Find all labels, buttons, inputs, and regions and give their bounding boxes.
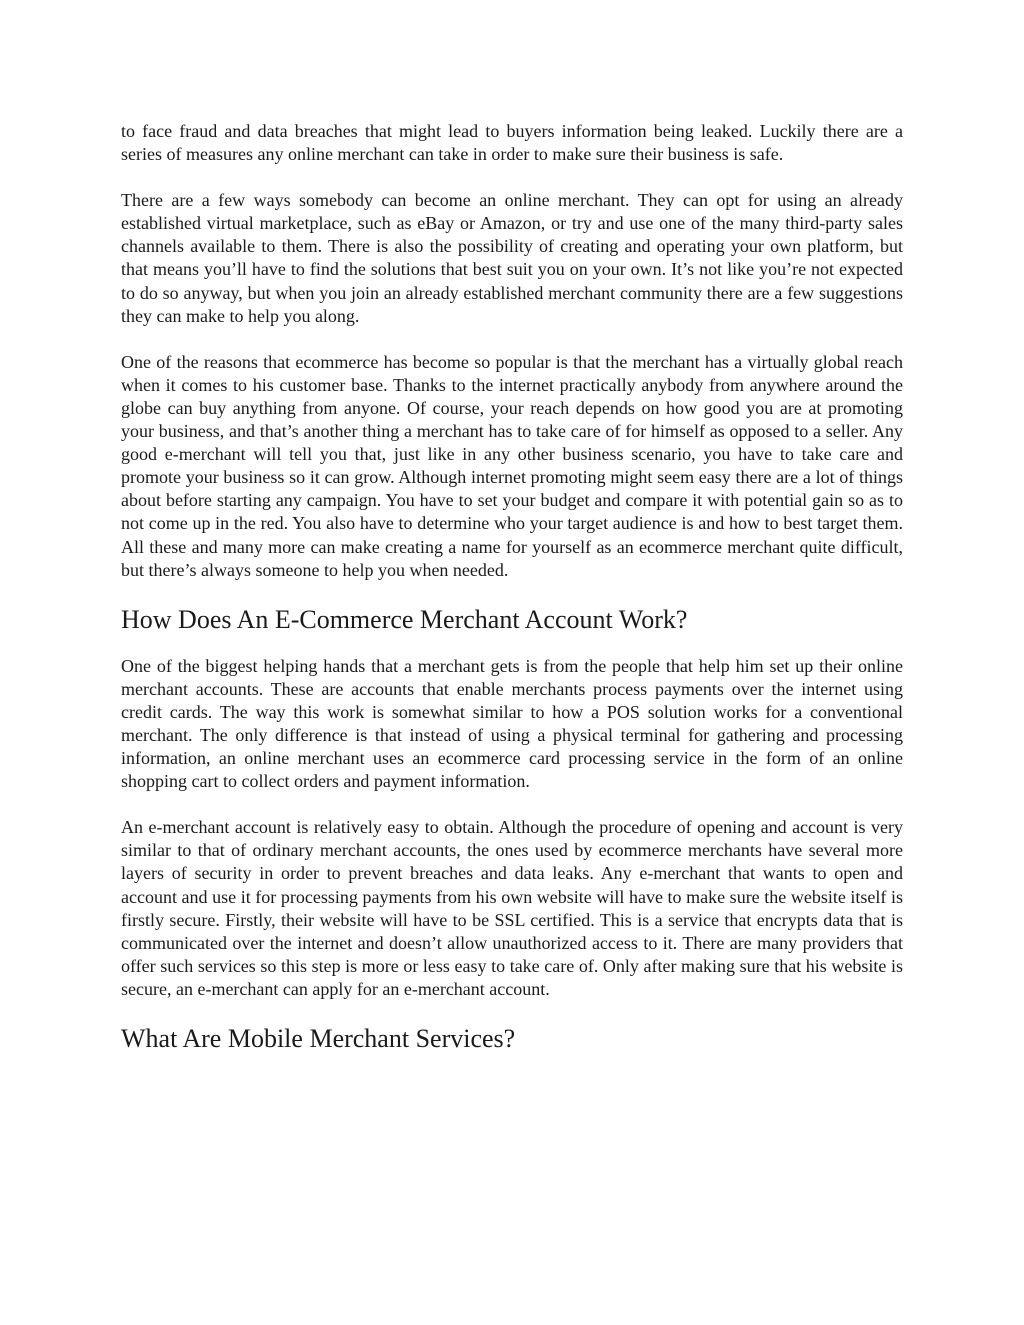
document-page (121, 120, 903, 1074)
paragraph: One of the biggest helping hands that a merchant gets is from the people that help him set up their online merchant accounts. These are accounts that enable merchants process payments over the internet using credit cards. The way this work is somewhat similar to how a POS solution works for a conventional merchant. The only difference is that instead of using a physical terminal for gathering and processing information, an online merchant uses an ecommerce card processing service in the form of an online shopping cart to collect orders and payment information. (121, 655, 903, 792)
paragraph: One of the reasons that ecommerce has become so popular is that the merchant has a virtually global reach when it comes to his customer base. Thanks to the internet practically anybody from anywhere around the globe can buy anything from anyone. Of course, your reach depends on how good you are at promoting your business, and that’s another thing a merchant has to take care of for himself as opposed to a seller. Any good e-merchant will tell you that, just like in any other business scenario, you have to take care and promote your business so it can grow. Although internet promoting might seem easy there are a lot of things about before starting any campaign. You have to set your budget and compare it with potential gain so as to not come up in the red. You also have to determine who your target audience is and how to best target them. All these and many more can make creating a name for yourself as an ecommerce merchant quite difficult, but there’s always someone to help you when needed. (121, 351, 903, 580)
paragraph: An e-merchant account is relatively easy to obtain. Although the procedure of opening and account is very similar to that of ordinary merchant accounts, the ones used by ecommerce merchants have several more layers of security in order to prevent breaches and data leaks. Any e-merchant that wants to open and account and use it for processing payments from his own website will have to make sure the website itself is firstly secure. Firstly, their website will have to be SSL certified. This is a service that encrypts data that is communicated over the internet and doesn’t allow unauthorized access to it. There are many providers that offer such services so this step is more or less easy to take care of. Only after making sure that his website is secure, an e-merchant can apply for an e-merchant account. (121, 817, 903, 999)
section-heading: What Are Mobile Merchant Services? (121, 1024, 516, 1053)
paragraph: to face fraud and data breaches that might lead to buyers information being leaked. Luckily there are a series of measures any online merchant can take in order to make sure their business is safe. (121, 121, 903, 165)
section-heading: How Does An E-Commerce Merchant Account Work? (121, 604, 688, 634)
paragraph: There are a few ways somebody can become an online merchant. They can opt for using an already established virtual marketplace, such as eBay or Amazon, or try and use one of the many third-party sales channels available to them. There is also the possibility of creating and operating your own platform, but that means you’ll have to find the solutions that best suit you on your own. It’s not like you’re not expected to do so anyway, but when you join an already established merchant community there are a few suggestions they can make to help you along. (121, 190, 903, 326)
